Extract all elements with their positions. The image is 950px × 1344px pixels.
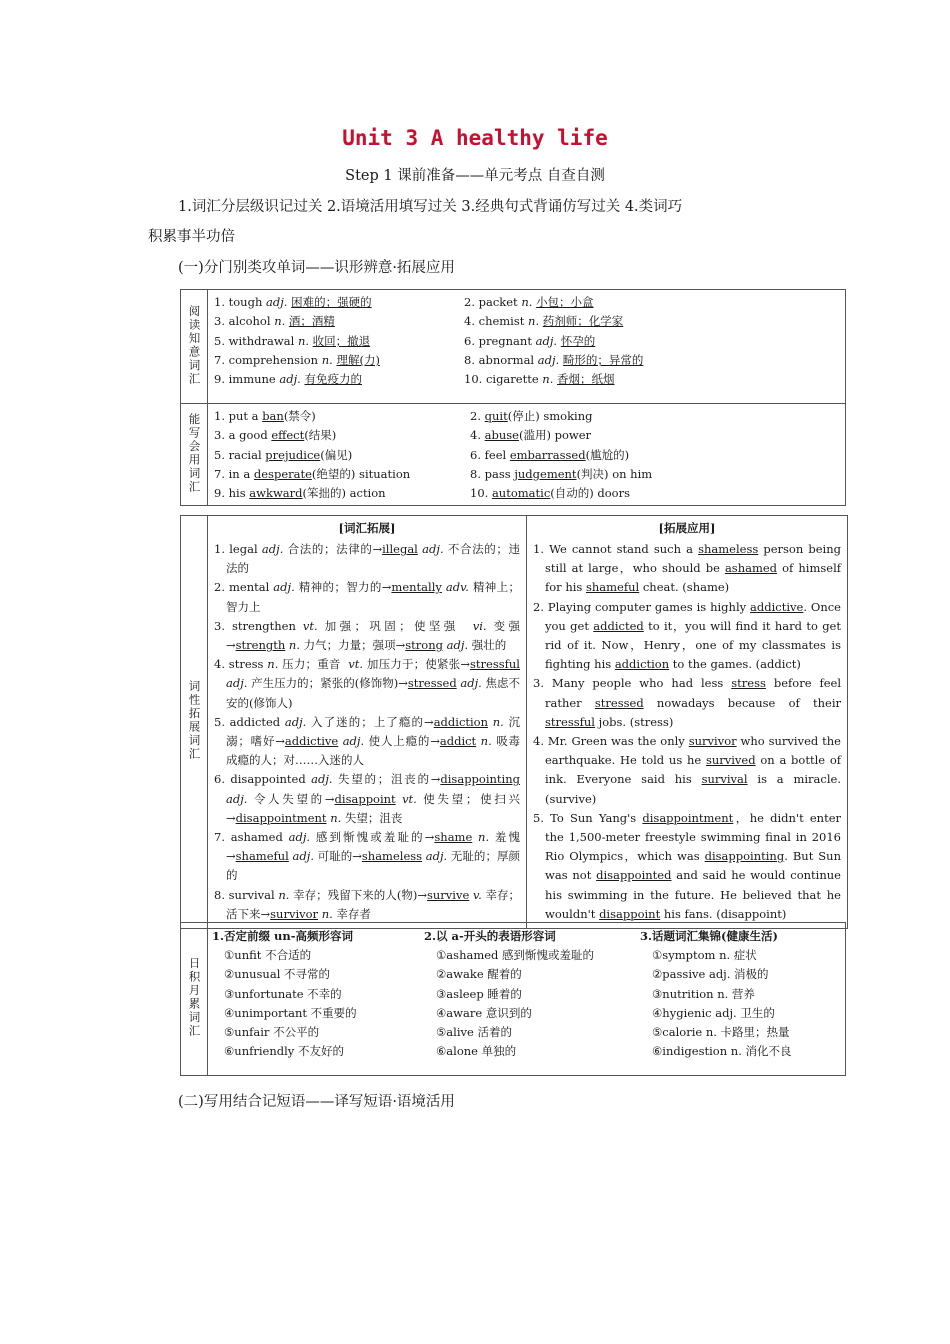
phrase-suffix: (尴尬的) [585, 447, 630, 462]
daily-item: ②awake 醒着的 [436, 967, 522, 982]
vocab-answer: 小包；小盒 [536, 295, 594, 309]
daily-group-title: 2.以 a-开头的表语形容词 [424, 929, 556, 943]
daily-item: ⑤calorie n. 卡路里；热量 [652, 1025, 790, 1040]
phrase-answer: automatic [491, 486, 551, 501]
reading-label: 阅读知意词汇 [181, 290, 208, 404]
vocab-answer: 香烟；纸烟 [557, 372, 615, 387]
step-heading: Step 1 课前准备——单元考点 自查自测 [345, 168, 605, 184]
daily-item: ①unfit 不合适的 [224, 948, 312, 963]
vocab-pos: n. [274, 314, 286, 329]
phrase-suffix: (禁令) [283, 409, 316, 423]
vocab-word: 1. tough [214, 295, 267, 309]
daily-item: ②passive adj. 消极的 [652, 967, 769, 982]
phrase-item [214, 484, 470, 503]
vocab-item [214, 293, 464, 312]
intro-line: 1.词汇分层级识记过关 2.语境活用填写过关 3.经典句式背诵仿写过关 4.类词巧 [178, 199, 683, 215]
daily-item: ③unfortunate 不幸的 [224, 986, 342, 1001]
daily-group [640, 927, 841, 1061]
vocab-item [464, 351, 839, 370]
phrase-answer: quit [484, 409, 508, 423]
vocab-answer: 怀孕的 [560, 333, 596, 348]
phrase-answer: awkward [249, 486, 303, 501]
extension-table [180, 515, 848, 929]
writing-list [208, 404, 845, 505]
extension-label: 词性拓展词汇 [181, 516, 208, 929]
phrase-prefix: 1. put a [214, 409, 263, 423]
phrase-answer: ban [262, 409, 284, 423]
vocab-pos: adj. [266, 295, 288, 309]
vocab-item [214, 351, 464, 370]
daily-item: ③nutrition n. 营养 [652, 986, 755, 1001]
phrase-item [470, 446, 839, 465]
page-title: Unit 3 A healthy life [342, 126, 608, 150]
vocab-word: 9. immune [214, 372, 280, 387]
vocab-pos: adj. [535, 333, 558, 348]
daily-item: ①symptom n. 症状 [652, 948, 757, 963]
vocab-pos: n. [521, 295, 533, 309]
phrase-suffix: (绝望的) situation [311, 466, 411, 481]
vocab-table [180, 289, 846, 506]
daily-item: ①ashamed 感到惭愧或羞耻的 [436, 948, 595, 963]
phrase-suffix: (笨拙的) action [302, 486, 386, 501]
section-heading: (一)分门别类攻单词——识形辨意·拓展应用 [178, 260, 455, 276]
phrase-item [214, 465, 470, 484]
vocab-word: 5. withdrawal [214, 333, 298, 348]
phrase-answer: desperate [253, 466, 312, 481]
phrase-item [214, 446, 470, 465]
vocab-item [464, 312, 839, 331]
daily-item: ②unusual 不寻常的 [224, 967, 331, 982]
daily-item: ④unimportant 不重要的 [224, 1005, 357, 1020]
phrase-suffix: (停止) smoking [507, 409, 593, 423]
phrase-prefix: 3. a good [214, 428, 272, 443]
word-extension-list: 1. legal adj. 合法的；法律的→illegal adj. 不合法的；违法的 2. mental adj. 精神的；智力的→mentally adv. 精神上；智力上 3. strengthen vt. 加强；巩固；使坚强 vi. 变强→strength n. 力气；力量；强项→strong adj. 强壮的 4. stress n. 压力；重音 vt. 加压力于；使紧张→stressful adj. 产生压力的；紧张的(修饰物)→stressed adj. 焦虑不安的(修饰人) 5. addicted adj. 入了迷的；上了瘾的→addiction n. 沉溺；嗜好→addictive adj. 使人上瘾的→addict n. 吸毒成瘾的人；对……入迷的人 6. disappointed adj. 失望的；沮丧的→disappointing adj. 令人失望的→disappoint vt. 使失望；使扫兴→disappointment n. 失望；沮丧 7. ashamed adj. 感到惭愧或羞耻的→shame n. 羞愧→shameful adj. 可耻的→shameless adj. 无耻的；厚颜的 8. survival n. 幸存；残留下来的人(物)→survive v. 幸存；活下来→survivor n. 幸存者 [214, 542, 521, 921]
daily-item: ⑤unfair 不公平的 [224, 1025, 320, 1040]
vocab-answer: 理解(力) [336, 352, 380, 367]
vocab-item [464, 370, 839, 389]
writing-label: 能写会用词汇 [181, 404, 208, 506]
daily-item: ⑤alive 活着的 [436, 1025, 512, 1040]
vocab-word: 2. packet [464, 295, 522, 309]
phrase-item [470, 426, 839, 445]
vocab-word: 3. alcohol [214, 314, 275, 329]
vocab-pos: n. [297, 333, 309, 348]
vocab-pos: adj. [537, 352, 560, 367]
daily-item: ⑥indigestion n. 消化不良 [652, 1044, 792, 1059]
phrase-prefix: 8. pass [470, 466, 515, 481]
daily-item: ⑥unfriendly 不友好的 [224, 1044, 344, 1059]
vocab-pos: n. [321, 352, 333, 367]
phrase-prefix: 2. [470, 409, 485, 423]
vocab-answer: 有免疫力的 [304, 372, 362, 387]
vocab-word: 7. comprehension [214, 352, 322, 367]
intro-text [148, 192, 828, 252]
daily-label: 日积月累词汇 [181, 923, 208, 1076]
phrase-suffix: (滥用) power [518, 428, 592, 443]
phrase-prefix: 4. [470, 428, 485, 443]
vocab-pos: n. [528, 314, 540, 329]
phrase-item [470, 407, 839, 426]
intro-line: 积累事半功倍 [148, 229, 235, 245]
vocab-item [464, 293, 839, 312]
phrase-suffix: (结果) [304, 428, 337, 443]
vocab-word: 10. cigarette [464, 372, 543, 387]
daily-lists [208, 923, 845, 1065]
daily-group [424, 927, 640, 1061]
daily-item: ④aware 意识到的 [436, 1005, 532, 1020]
vocab-pos: adj. [279, 372, 301, 387]
application-list: 1. We cannot stand such a shameless person being still at large，who should be ashamed of himself for his shameful cheat. (shame) 2. Playing computer games is highly addictive. Once you get addicted to it，you will find it hard to get rid of it. Now，Henry，one of my classmates is fighting his addiction to the games. (addict) 3. Many people who had less stress before feel rather stressed nowadays because of their stressful jobs. (stress) 4. Mr. Green was the only survivor who survived the earthquake. He told us he survived on a bottle of ink. Everyone said his survival is a miracle. (survive) 5. To Sun Yang's disappointment，he didn't enter the 1,500-meter freestyle swimming final in 2016 Rio Olympics，which was disappointing. But Sun was not disappointed and said he would continue his swimming in the future. He believed that he wouldn't disappoint his fans. (disappoint) [533, 542, 842, 921]
vocab-word: 4. chemist [464, 314, 529, 329]
phrase-answer: abuse [484, 428, 519, 443]
daily-item: ④hygienic adj. 卫生的 [652, 1005, 775, 1020]
phrase-answer: prejudice [265, 447, 321, 462]
phrase-suffix: (偏见) [320, 447, 353, 462]
daily-table [180, 922, 846, 1076]
phrase-prefix: 5. racial [214, 447, 266, 462]
phrase-item [470, 484, 839, 503]
daily-group-title: 1.否定前缀 un-高频形容词 [212, 929, 354, 943]
vocab-item [214, 332, 464, 351]
phrase-item [214, 426, 470, 445]
vocab-pos: n. [542, 372, 554, 387]
vocab-item [214, 312, 464, 331]
daily-item: ③asleep 睡着的 [436, 986, 522, 1001]
daily-group-title: 3.话题词汇集锦(健康生活) [640, 929, 778, 943]
daily-group [212, 927, 424, 1061]
phrase-prefix: 9. his [214, 486, 250, 501]
phrase-answer: embarrassed [509, 447, 586, 462]
phrase-prefix: 7. in a [214, 466, 254, 481]
phrase-answer: effect [271, 428, 305, 443]
vocab-item [214, 370, 464, 389]
phrase-item [214, 407, 470, 426]
vocab-word: 8. abnormal [464, 352, 538, 367]
vocab-answer: 收回；撤退 [312, 333, 371, 348]
phrase-suffix: (判决) on him [576, 466, 653, 481]
vocab-answer: 酒；酒精 [288, 314, 335, 329]
phrase-answer: judgement [514, 466, 577, 481]
section-heading: (二)写用结合记短语——译写短语·语境活用 [178, 1094, 455, 1110]
phrase-suffix: (自动的) doors [550, 486, 631, 501]
vocab-answer: 困难的；强硬的 [291, 295, 372, 309]
phrase-prefix: 6. feel [470, 447, 510, 462]
column-heading: [词汇拓展] [338, 521, 396, 535]
phrase-item [470, 465, 839, 484]
column-heading: [拓展应用] [658, 521, 716, 535]
daily-item: ⑥alone 单独的 [436, 1044, 517, 1059]
vocab-item [464, 332, 839, 351]
phrase-prefix: 10. [470, 486, 492, 501]
vocab-answer: 畸形的；异常的 [562, 352, 644, 367]
reading-list [208, 290, 845, 391]
vocab-answer: 药剂师；化学家 [542, 314, 624, 329]
vocab-word: 6. pregnant [464, 333, 536, 348]
